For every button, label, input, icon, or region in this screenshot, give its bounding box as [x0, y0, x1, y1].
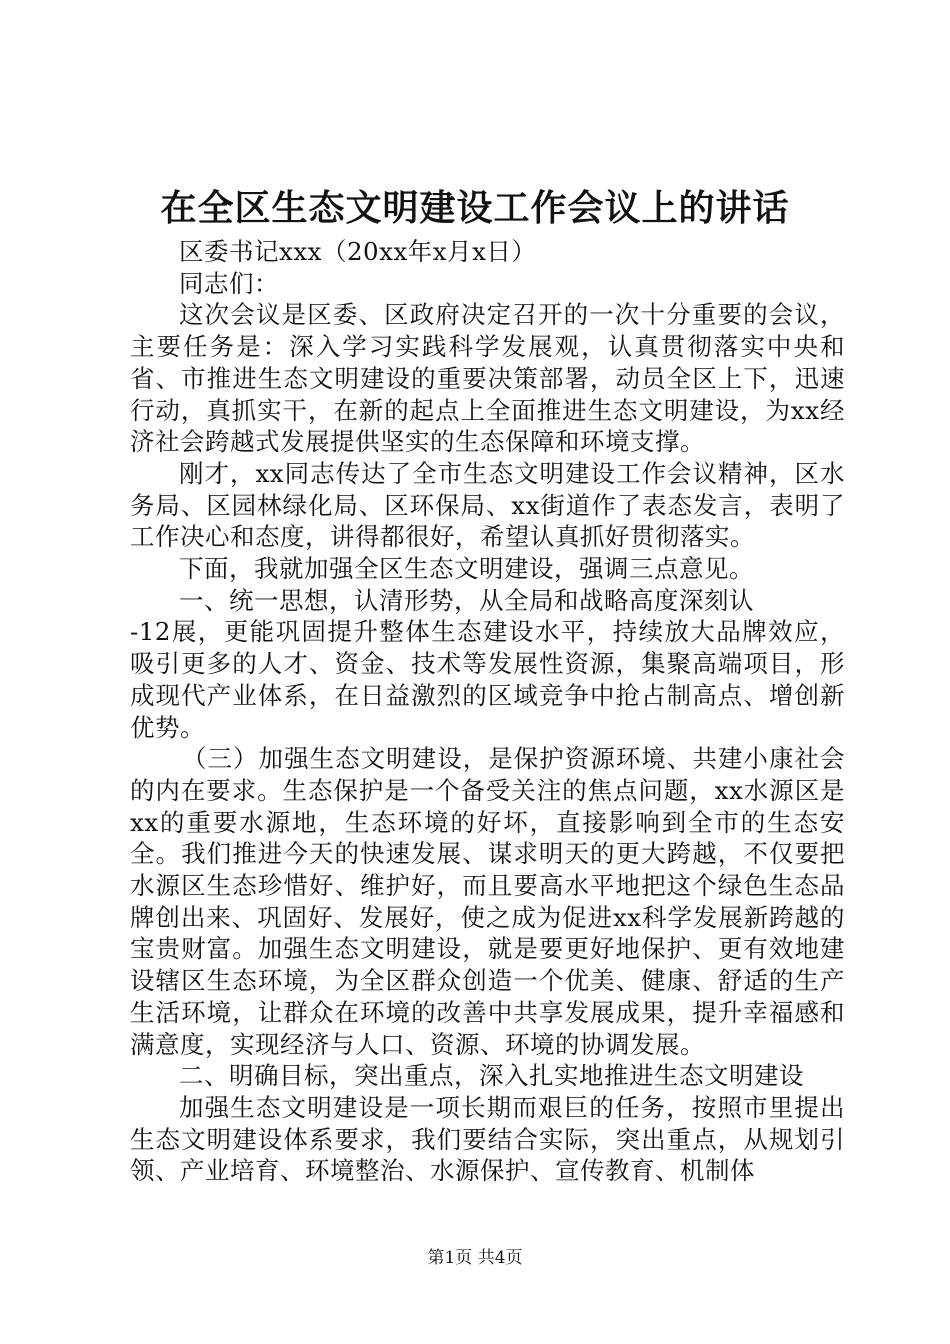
- salutation: 同志们：: [179, 268, 279, 298]
- speaker-line: 区委书记xxx（20xx年x月x日）: [179, 237, 537, 266]
- document-title: 在全区生态文明建设工作会议上的讲话: [160, 187, 790, 229]
- document-body: [130, 236, 845, 1187]
- section-heading-1: 一、统一思想，认清形势，从全局和战略高度深刻认: [179, 585, 754, 615]
- paragraph-1: 这次会议是区委、区政府决定召开的一次十分重要的会议，主要任务是：深入学习实践科学发展观，认真贯彻落实中央和省、市推进生态文明建设的重要决策部署，动员全区上下，迅速行动，真抓实干，在新的起点上全面推进生态文明建设，为xx经济社会跨越式发展提供坚实的生态保障和环境支撑。: [130, 300, 845, 457]
- paragraph-5: （三）加强生态文明建设，是保护资源环境、共建小康社会的内在要求。生态保护是一个备受关注的焦点问题，xx水源区是xx的重要水源地，生态环境的好坏，直接影响到全市的生态安全。我们推进今天的快速发展、谋求明天的更大跨越，不仅要把水源区生态珍惜好、维护好，而且要高水平地把这个绿色生态品牌创出来、巩固好、发展好，使之成为促进xx科学发展新跨越的宝贵财富。加强生态文明建设，就是要更好地保护、更有效地建设辖区生态环境，为全区群众创造一个优美、健康、舒适的生产生活环境，让群众在环境的改善中共享发展成果，提升幸福感和满意度，实现经济与人口、资源、环境的协调发展。: [130, 744, 845, 1059]
- paragraph-2: 刚才，xx同志传达了全市生态文明建设工作会议精神，区水务局、区园林绿化局、区环保局、xx街道作了表态发言，表明了工作决心和态度，讲得都很好，希望认真抓好贯彻落实。: [130, 458, 845, 552]
- page-footer: 第1页 共4页: [427, 1248, 523, 1268]
- paragraph-6: 加强生态文明建设是一项长期而艰巨的任务，按照市里提出生态文明建设体系要求，我们要结合实际，突出重点，从规划引领、产业培育、环境整治、水源保护、宣传教育、机制体: [130, 1092, 845, 1186]
- section-heading-2: 二、明确目标，突出重点，深入扎实地推进生态文明建设: [179, 1061, 804, 1091]
- paragraph-3: 下面，我就加强全区生态文明建设，强调三点意见。: [179, 554, 754, 584]
- paragraph-4: -12展，更能巩固提升整体生态建设水平，持续放大品牌效应，吸引更多的人才、资金、技术等发展性资源，集聚高端项目，形成现代产业体系，在日益激烈的区域竞争中抢占制高点、增创新优势。: [130, 617, 845, 742]
